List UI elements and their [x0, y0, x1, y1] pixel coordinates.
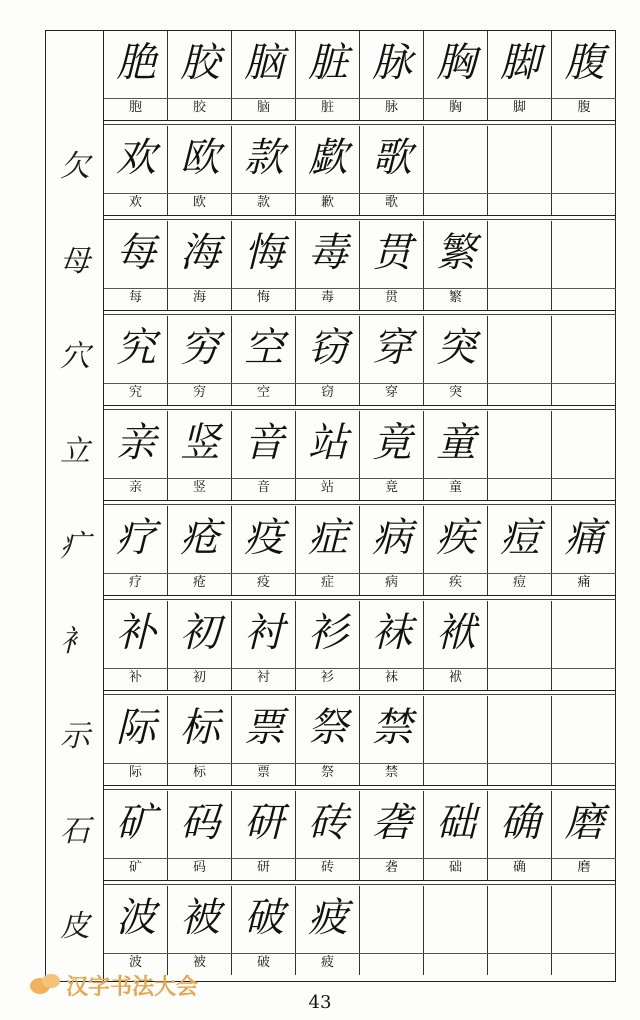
handwritten-character: 补	[116, 610, 155, 656]
row-divider	[104, 215, 616, 216]
radical-label: 疒	[60, 528, 90, 564]
radical-label: 母	[60, 243, 90, 279]
label-divider	[104, 288, 616, 289]
character-cell	[232, 221, 296, 310]
character-cell	[424, 791, 488, 880]
printed-character: 海	[192, 290, 206, 305]
character-cell	[232, 791, 296, 880]
character-cell	[552, 126, 616, 215]
printed-character: 被	[192, 955, 206, 970]
handwritten-character: 禁	[372, 705, 411, 751]
label-divider	[104, 668, 616, 669]
printed-character: 繁	[448, 290, 462, 305]
character-cell	[488, 316, 552, 405]
character-cell	[104, 886, 168, 975]
character-cell	[104, 221, 168, 310]
printed-character: 袱	[448, 670, 462, 685]
printed-character: 站	[320, 480, 334, 495]
row-divider	[104, 310, 616, 311]
character-cell	[552, 696, 616, 785]
printed-character: 胞	[128, 100, 142, 115]
printed-character: 腹	[577, 100, 591, 115]
row-divider	[104, 690, 616, 691]
label-divider	[104, 478, 616, 479]
handwritten-character: 际	[116, 705, 155, 751]
character-row	[104, 31, 616, 120]
printed-character: 脚	[512, 100, 526, 115]
radical-label: 衤	[60, 623, 90, 659]
character-cells	[104, 506, 616, 595]
label-divider	[104, 98, 616, 99]
character-cell	[488, 221, 552, 310]
row-divider	[104, 884, 616, 885]
printed-character: 窃	[320, 385, 334, 400]
label-divider	[104, 383, 616, 384]
row-divider	[104, 789, 616, 790]
printed-character: 脉	[384, 100, 398, 115]
handwritten-character: 脃	[116, 40, 155, 86]
handwritten-character: 疲	[308, 895, 347, 941]
character-row	[104, 411, 616, 500]
character-cell	[104, 316, 168, 405]
handwritten-character: 祭	[308, 705, 347, 751]
character-cells	[104, 696, 616, 785]
handwritten-character: 每	[116, 230, 155, 276]
row-divider	[104, 504, 616, 505]
character-cell	[168, 886, 232, 975]
printed-character: 亲	[128, 480, 142, 495]
handwritten-character: 疾	[436, 515, 475, 561]
character-cell	[488, 126, 552, 215]
handwritten-character: 站	[308, 420, 347, 466]
printed-character: 初	[192, 670, 206, 685]
handwritten-character: 童	[436, 420, 475, 466]
character-cells	[104, 316, 616, 405]
character-row	[104, 601, 616, 690]
label-divider	[104, 573, 616, 574]
printed-character: 歌	[384, 195, 398, 210]
label-divider	[104, 953, 616, 954]
handwritten-character: 袱	[436, 610, 475, 656]
printed-character: 波	[128, 955, 142, 970]
character-cell	[360, 506, 424, 595]
row-divider	[104, 694, 616, 695]
printed-character: 毒	[320, 290, 334, 305]
watermark-text: 汉字书法大会	[66, 975, 199, 1000]
character-cells	[104, 126, 616, 215]
printed-character: 究	[128, 385, 142, 400]
printed-character: 症	[320, 575, 334, 590]
character-row	[104, 316, 616, 405]
character-cell	[168, 221, 232, 310]
character-cell	[424, 506, 488, 595]
printed-character: 胶	[192, 100, 206, 115]
printed-character: 脏	[320, 100, 334, 115]
character-row	[104, 506, 616, 595]
handwritten-character: 初	[180, 610, 219, 656]
character-cell	[296, 31, 360, 120]
character-cell	[360, 221, 424, 310]
handwritten-character: 码	[180, 800, 219, 846]
character-cell	[360, 601, 424, 690]
printed-character: 痘	[512, 575, 526, 590]
handwritten-character: 突	[436, 325, 475, 371]
character-cell	[488, 506, 552, 595]
radical-label: 示	[60, 718, 90, 754]
character-cells	[104, 411, 616, 500]
handwritten-character: 竟	[372, 420, 411, 466]
character-cell	[552, 601, 616, 690]
handwritten-character: 腹	[564, 40, 604, 86]
character-cell	[104, 791, 168, 880]
character-cell	[296, 221, 360, 310]
printed-character: 砖	[320, 860, 334, 875]
character-cell	[232, 696, 296, 785]
character-cell	[424, 221, 488, 310]
handwritten-character: 痘	[500, 515, 539, 561]
radical-label: 皮	[60, 908, 90, 944]
handwritten-character: 症	[308, 515, 347, 561]
printed-character: 袜	[384, 670, 398, 685]
radical-label: 欠	[60, 148, 90, 184]
character-cell	[296, 316, 360, 405]
handwritten-character: 破	[244, 895, 283, 941]
character-cell	[296, 696, 360, 785]
character-cell	[296, 601, 360, 690]
character-cell	[232, 31, 296, 120]
printed-character: 空	[256, 385, 270, 400]
character-cell	[360, 31, 424, 120]
row-divider	[104, 409, 616, 410]
row-divider	[104, 880, 616, 881]
character-cell	[360, 126, 424, 215]
character-cell	[296, 506, 360, 595]
radical-column	[46, 31, 104, 981]
character-cell	[488, 791, 552, 880]
printed-character: 疮	[192, 575, 206, 590]
handwritten-character: 疗	[116, 515, 155, 561]
handwritten-character: 究	[116, 325, 155, 371]
character-cell	[424, 696, 488, 785]
character-cell	[552, 31, 616, 120]
handwritten-character: 砻	[372, 800, 411, 846]
row-divider	[104, 124, 616, 125]
printed-character: 胸	[448, 100, 462, 115]
radical-label: 石	[60, 813, 90, 849]
character-cells	[104, 886, 616, 975]
printed-character: 矿	[128, 860, 142, 875]
printed-character: 破	[256, 955, 270, 970]
character-cell	[168, 31, 232, 120]
printed-character: 疫	[256, 575, 270, 590]
printed-character: 欧	[192, 195, 206, 210]
handwritten-character: 空	[244, 325, 283, 371]
handwritten-character: 脏	[308, 40, 347, 86]
chat-bubble-icon	[30, 974, 60, 998]
row-divider	[104, 595, 616, 596]
printed-character: 疾	[448, 575, 462, 590]
character-cell	[232, 316, 296, 405]
character-cell	[168, 411, 232, 500]
row-divider	[104, 599, 616, 600]
printed-character: 衫	[320, 670, 334, 685]
character-cell	[424, 126, 488, 215]
handwritten-character: 胶	[180, 40, 219, 86]
printed-character: 疲	[320, 955, 334, 970]
handwritten-character: 疮	[180, 515, 219, 561]
character-row	[104, 126, 616, 215]
character-cell	[360, 696, 424, 785]
handwritten-character: 毒	[308, 230, 347, 276]
character-cell	[296, 791, 360, 880]
character-cell	[360, 316, 424, 405]
radical-label: 穴	[60, 338, 90, 374]
row-divider	[104, 314, 616, 315]
character-cell	[168, 601, 232, 690]
printed-character: 补	[128, 670, 142, 685]
printed-character: 痛	[577, 575, 591, 590]
printed-character: 竟	[384, 480, 398, 495]
label-divider	[104, 858, 616, 859]
handwritten-character: 欢	[116, 135, 155, 181]
character-cell	[488, 601, 552, 690]
printed-character: 每	[128, 290, 142, 305]
character-cell	[488, 411, 552, 500]
character-cell	[360, 886, 424, 975]
character-cell	[424, 601, 488, 690]
handwritten-character: 脚	[500, 40, 539, 86]
watermark	[30, 970, 198, 1001]
printed-character: 贯	[384, 290, 398, 305]
printed-character: 悔	[256, 290, 270, 305]
handwritten-character: 款	[244, 135, 283, 181]
handwritten-character: 贯	[372, 230, 411, 276]
character-cells	[104, 221, 616, 310]
handwritten-character: 繁	[436, 230, 475, 276]
character-cell	[168, 506, 232, 595]
character-cell	[104, 506, 168, 595]
handwritten-character: 歔	[308, 135, 347, 181]
character-cell	[168, 316, 232, 405]
handwritten-character: 穷	[180, 325, 219, 371]
printed-character: 票	[256, 765, 270, 780]
label-divider	[104, 193, 616, 194]
handwritten-character: 海	[180, 230, 219, 276]
printed-character: 码	[192, 860, 206, 875]
character-cell	[424, 316, 488, 405]
printed-character: 款	[256, 195, 270, 210]
character-cell	[552, 221, 616, 310]
character-cell	[232, 411, 296, 500]
character-cell	[104, 31, 168, 120]
handwritten-character: 标	[180, 705, 219, 751]
handwritten-character: 研	[244, 800, 283, 846]
character-cell	[360, 791, 424, 880]
printed-character: 音	[256, 480, 270, 495]
handwritten-character: 础	[436, 800, 475, 846]
handwritten-character: 疫	[244, 515, 283, 561]
handwritten-character: 歌	[372, 135, 411, 181]
handwritten-character: 欧	[180, 135, 219, 181]
printed-character: 童	[448, 480, 462, 495]
row-divider	[104, 120, 616, 121]
handwritten-character: 磨	[564, 800, 604, 846]
printed-character: 欢	[128, 195, 142, 210]
printed-character: 磨	[577, 860, 591, 875]
label-divider	[104, 763, 616, 764]
character-row	[104, 696, 616, 785]
handwritten-character: 窃	[308, 325, 347, 371]
printed-character: 脑	[256, 100, 270, 115]
character-cell	[168, 696, 232, 785]
printed-character: 标	[192, 765, 206, 780]
printed-character: 病	[384, 575, 398, 590]
handwritten-character: 脑	[244, 40, 283, 86]
handwritten-character: 病	[372, 515, 411, 561]
printed-character: 际	[128, 765, 142, 780]
handwritten-character: 穿	[372, 325, 411, 371]
character-cell	[552, 791, 616, 880]
practice-sheet	[45, 30, 616, 982]
character-cell	[360, 411, 424, 500]
character-cell	[104, 696, 168, 785]
handwritten-character: 矿	[116, 800, 155, 846]
handwritten-character: 胸	[436, 40, 475, 86]
handwritten-character: 竖	[180, 420, 219, 466]
printed-character: 穷	[192, 385, 206, 400]
character-cell	[232, 886, 296, 975]
printed-character: 础	[448, 860, 462, 875]
row-divider	[104, 219, 616, 220]
printed-character: 突	[448, 385, 462, 400]
row-divider	[104, 405, 616, 406]
printed-character: 竖	[192, 480, 206, 495]
character-cell	[296, 411, 360, 500]
character-cell	[168, 791, 232, 880]
character-cell	[232, 601, 296, 690]
handwritten-character: 砖	[308, 800, 347, 846]
radical-label: 立	[60, 433, 90, 469]
printed-character: 穿	[384, 385, 398, 400]
character-cells	[104, 791, 616, 880]
printed-character: 衬	[256, 670, 270, 685]
handwritten-character: 被	[180, 895, 219, 941]
printed-character: 确	[512, 860, 526, 875]
character-cell	[232, 126, 296, 215]
character-cell	[488, 696, 552, 785]
handwritten-character: 波	[116, 895, 155, 941]
handwritten-character: 确	[500, 800, 539, 846]
handwritten-character: 亲	[116, 420, 155, 466]
character-row	[104, 791, 616, 880]
character-row	[104, 886, 616, 975]
page-number: 43	[308, 992, 332, 1013]
character-cell	[552, 506, 616, 595]
character-cells	[104, 31, 616, 120]
printed-character: 祭	[320, 765, 334, 780]
character-cell	[552, 886, 616, 975]
character-cell	[488, 886, 552, 975]
printed-character: 研	[256, 860, 270, 875]
character-cell	[424, 411, 488, 500]
handwritten-character: 衬	[244, 610, 283, 656]
character-cell	[552, 316, 616, 405]
character-cell	[488, 31, 552, 120]
character-row	[104, 221, 616, 310]
printed-character: 疗	[128, 575, 142, 590]
printed-character: 禁	[384, 765, 398, 780]
printed-character: 歉	[320, 195, 334, 210]
handwritten-character: 悔	[244, 230, 283, 276]
handwritten-character: 脉	[372, 40, 411, 86]
handwritten-character: 票	[244, 705, 283, 751]
character-cell	[168, 126, 232, 215]
row-divider	[104, 500, 616, 501]
character-cell	[104, 411, 168, 500]
character-cell	[424, 886, 488, 975]
handwritten-character: 衫	[308, 610, 347, 656]
character-cell	[296, 126, 360, 215]
character-cells	[104, 601, 616, 690]
character-cell	[104, 601, 168, 690]
printed-character: 砻	[384, 860, 398, 875]
row-divider	[104, 785, 616, 786]
handwritten-character: 音	[244, 420, 283, 466]
character-cell	[104, 126, 168, 215]
character-cell	[296, 886, 360, 975]
character-cell	[552, 411, 616, 500]
handwritten-character: 痛	[564, 515, 604, 561]
character-cell	[232, 506, 296, 595]
character-cell	[424, 31, 488, 120]
handwritten-character: 袜	[372, 610, 411, 656]
